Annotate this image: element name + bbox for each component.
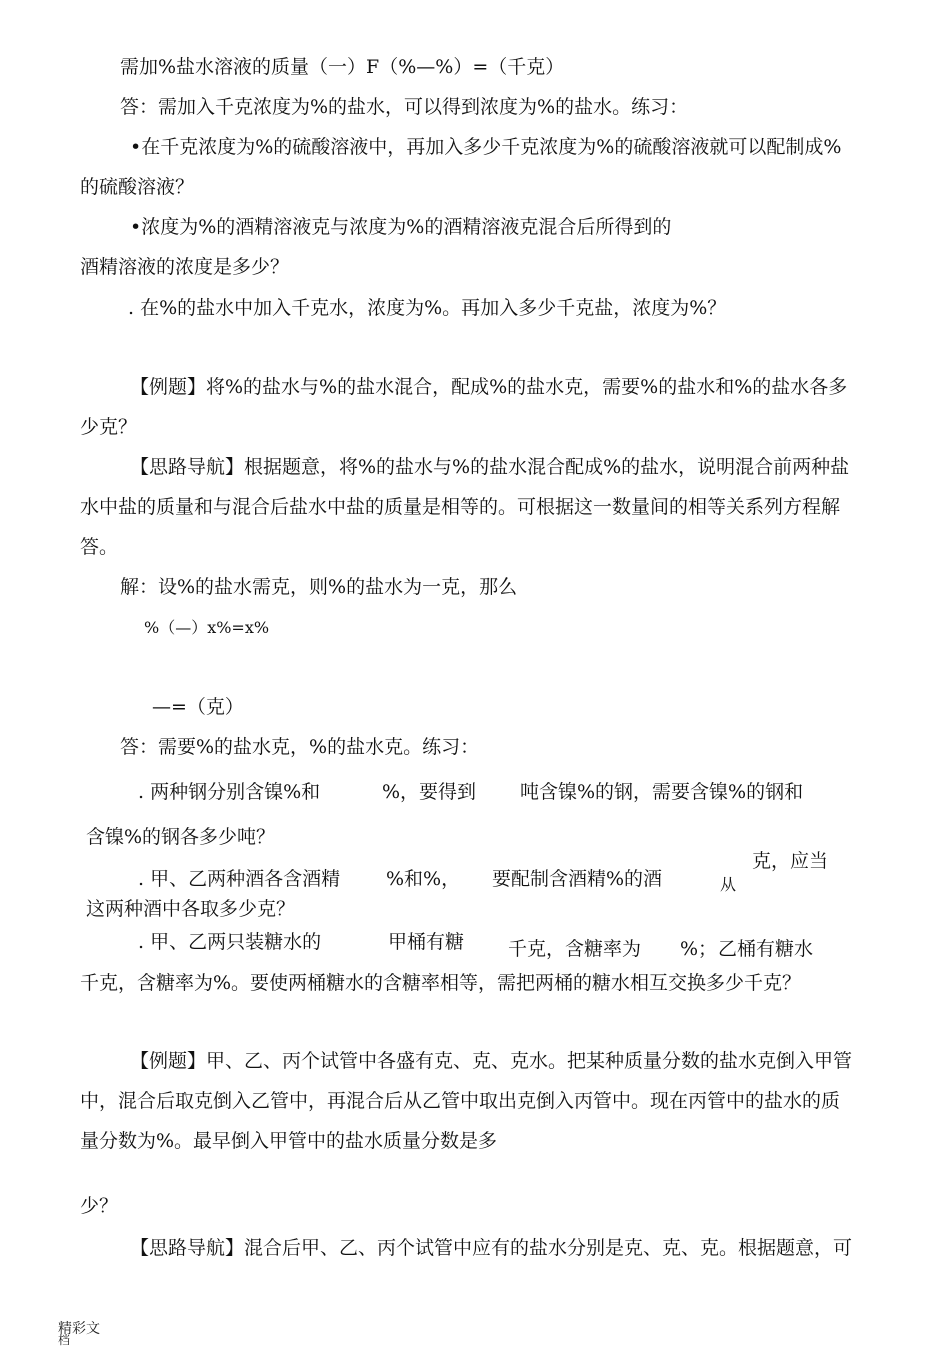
equation-line: %（—）x%=x% (144, 618, 270, 637)
text-fragment: . 两种钢分别含镍%和 (138, 781, 321, 803)
text-line: . 在%的盐水中加入千克水，浓度为%。再加入多少千克盐，浓度为%？ (128, 297, 727, 319)
text-line: 答：需要%的盐水克，%的盐水克。练习： (120, 736, 480, 758)
text-fragment: %，要得到 (382, 781, 477, 803)
text-fragment: 吨含镍%的钢，需要含镍%的钢和 (520, 781, 804, 803)
text-line: 答。 (80, 536, 119, 558)
example-heading-line: 【例题】将%的盐水与%的盐水混合，配成%的盐水克，需要%的盐水和%的盐水各多 (130, 376, 848, 398)
text-line: 需加%盐水溶液的质量（一）F（%—%）=（千克） (120, 56, 565, 78)
text-line: 【思路导航】混合后甲、乙、丙个试管中应有的盐水分别是克、克、克。根据题意，可 (130, 1237, 853, 1259)
text-line: 酒精溶液的浓度是多少？ (80, 256, 290, 278)
text-line: 量分数为%。最早倒入甲管中的盐水质量分数是多 (80, 1130, 498, 1152)
page-footer-cut: 档 (58, 1333, 71, 1347)
text-line: 水中盐的质量和与混合后盐水中盐的质量是相等的。可根据这一数量间的相等关系列方程解 (80, 496, 841, 518)
text-line: 答：需加入千克浓度为%的盐水，可以得到浓度为%的盐水。练习： (120, 96, 689, 118)
page-footer: 精彩文 (58, 1321, 100, 1337)
text-fragment: . 甲、乙两种酒各含酒精 (138, 868, 341, 890)
text-fragment: %和%， (386, 868, 461, 890)
text-line: 的硫酸溶液？ (80, 176, 195, 198)
text-line: 少？ (80, 1195, 119, 1217)
text-fragment: 从 (720, 875, 737, 894)
text-line: 含镍%的钢各多少吨？ (86, 826, 276, 848)
example-heading-line: 【例题】甲、乙、丙个试管中各盛有克、克、克水。把某种质量分数的盐水克倒入甲管 (130, 1050, 853, 1072)
equation-line: —=（克） (152, 696, 244, 718)
text-fragment: 要配制含酒精%的酒 (492, 868, 663, 890)
text-line: 少克？ (80, 416, 138, 438)
text-fragment: 克，应当 (752, 850, 829, 872)
text-fragment: 乙桶有糖水 (718, 938, 814, 960)
text-line: 这两种酒中各取多少克？ (86, 898, 296, 920)
text-line: •浓度为%的酒精溶液克与浓度为%的酒精溶液克混合后所得到的 (130, 216, 672, 238)
text-line: 【思路导航】根据题意，将%的盐水与%的盐水混合配成%的盐水，说明混合前两种盐 (130, 456, 850, 478)
text-fragment: . 甲、乙两只装糖水的 (138, 931, 322, 953)
text-fragment: %； (680, 938, 718, 960)
text-line: 中，混合后取克倒入乙管中，再混合后从乙管中取出克倒入丙管中。现在丙管中的盐水的质 (80, 1090, 841, 1112)
text-line: •在千克浓度为%的硫酸溶液中，再加入多少千克浓度为%的硫酸溶液就可以配制成% (130, 136, 842, 158)
text-fragment: 千克，含糖率为 (508, 938, 642, 960)
text-fragment: 甲桶有糖 (388, 931, 465, 953)
text-line: 解：设%的盐水需克，则%的盐水为一克，那么 (120, 576, 518, 598)
text-line: 千克，含糖率为%。要使两桶糖水的含糖率相等，需把两桶的糖水相互交换多少千克？ (80, 972, 802, 994)
